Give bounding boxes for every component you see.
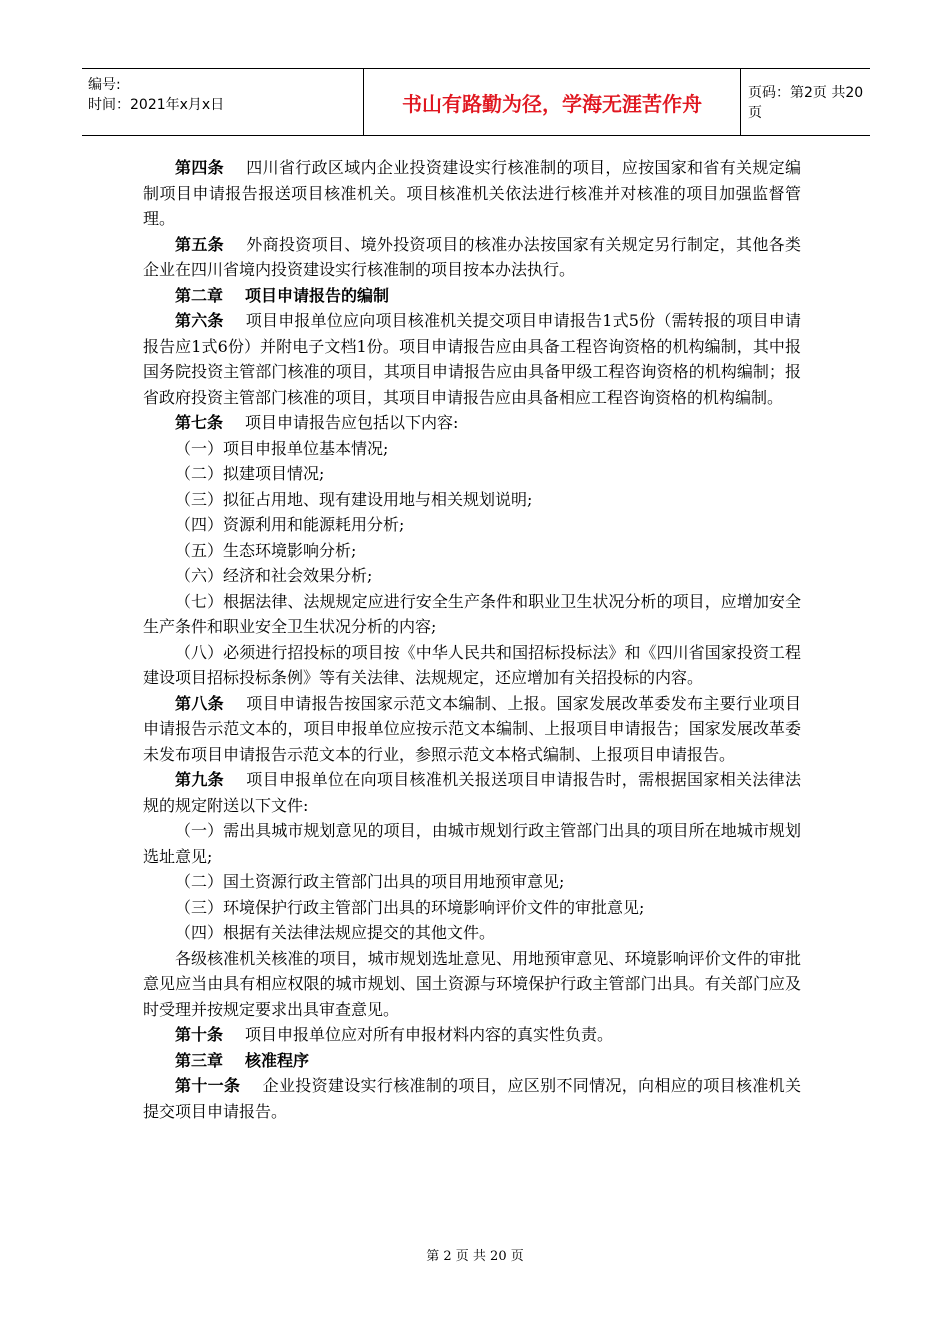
list-item: （六）经济和社会效果分析; — [175, 566, 373, 585]
article-heading: 第九条 — [175, 770, 224, 789]
article-text: 四川省行政区域内企业投资建设实行核准制的项目，应按国家和省有关规定编制项目申请报告报送项目核准机关。项目核准机关依法进行核准并对核准的项目加强监督管理。 — [143, 158, 801, 228]
header-page-info: 页码：第2页 共20页 — [748, 85, 864, 121]
list-item: （三）拟征占用地、现有建设用地与相关规划说明; — [175, 489, 533, 509]
list-item: （七）根据法律、法规规定应进行安全生产条件和职业卫生状况分析的项目，应增加安全生产条件和职业安全卫生状况分析的内容; — [143, 591, 801, 636]
chapter-number: 第二章 — [175, 285, 224, 305]
page-header — [82, 68, 870, 136]
list-item: （一）项目申报单位基本情况; — [175, 438, 389, 458]
header-motto: 书山有路勤为径，学海无涯苦作舟 — [363, 69, 741, 135]
article-text: 企业投资建设实行核准制的项目，应区别不同情况，向相应的项目核准机关提交项目申请报告。 — [143, 1076, 801, 1121]
article-heading: 第五条 — [175, 234, 224, 254]
article-heading: 第十一条 — [175, 1076, 241, 1095]
chapter-title: 核准程序 — [245, 1050, 310, 1070]
article-text: 项目申请报告按国家示范文本编制、上报。国家发展改革委发布主要行业项目申请报告示范文本的，项目申报单位应按示范文本编制、上报项目申请报告；国家发展改革委未发布项目申请报告示范文本的行业，参照示范文本格式编制、上报项目申请报告。 — [143, 693, 801, 764]
list-item: （三）环境保护行政主管部门出具的环境影响评价文件的审批意见; — [175, 897, 645, 917]
chapter-2-heading — [143, 283, 801, 309]
chapter-3-heading — [143, 1048, 801, 1074]
article-text: 项目申报单位在向项目核准机关报送项目申请报告时，需根据国家相关法律法规的规定附送以下文件: — [143, 770, 801, 815]
article-heading: 第六条 — [175, 311, 224, 330]
list-item: （五）生态环境影响分析; — [175, 540, 357, 560]
document-body — [143, 155, 801, 1124]
article-6 — [143, 308, 801, 410]
header-meta — [88, 75, 288, 115]
article-10 — [143, 1022, 801, 1048]
list-item: （二）国土资源行政主管部门出具的项目用地预审意见; — [175, 872, 565, 891]
article-11 — [143, 1073, 801, 1124]
article-heading: 第八条 — [175, 693, 224, 713]
article-4 — [143, 155, 801, 232]
list-item: （四）资源利用和能源耗用分析; — [175, 515, 405, 534]
list-item: （八）必须进行招投标的项目按《中华人民共和国招标投标法》和《四川省国家投资工程建设项目招标投标条例》等有关法律、法规规定，还应增加有关招投标的内容。 — [143, 642, 801, 687]
list-item: （四）根据有关法律法规应提交的其他文件。 — [175, 923, 496, 942]
body-paragraph: 各级核准机关核准的项目，城市规划选址意见、用地预审意见、环境影响评价文件的审批意见应当由具有相应权限的城市规划、国土资源与环境保护行政主管部门出具。有关部门应及时受理并按规定要求出具审查意见。 — [143, 948, 801, 1019]
article-7 — [143, 410, 801, 436]
article-heading: 第十条 — [175, 1025, 224, 1044]
article-5 — [143, 232, 801, 283]
document-number-label: 编号: — [88, 77, 121, 93]
chapter-title: 项目申请报告的编制 — [245, 285, 390, 305]
chapter-number: 第三章 — [175, 1050, 224, 1070]
article-text: 外商投资项目、境外投资项目的核准办法按国家有关规定另行制定，其他各类企业在四川省境内投资建设实行核准制的项目按本办法执行。 — [143, 234, 801, 279]
list-item: （二）拟建项目情况; — [175, 464, 325, 483]
article-heading: 第四条 — [175, 158, 224, 177]
list-item: （一）需出具城市规划意见的项目，由城市规划行政主管部门出具的项目所在地城市规划选址意见; — [143, 821, 801, 866]
article-8 — [143, 691, 801, 768]
article-text: 项目申报单位应对所有申报材料内容的真实性负责。 — [245, 1025, 614, 1044]
article-9 — [143, 767, 801, 818]
page-footer: 第 2 页 共 20 页 — [426, 1249, 524, 1264]
article-text: 项目申报单位应向项目核准机关提交项目申请报告1式5份（需转报的项目申请报告应1式6份）并附电子文档1份。项目申请报告应由具备工程咨询资格的机构编制，其中报国务院投资主管部门核准的项目，其项目申请报告应由具备甲级工程咨询资格的机构编制；报省政府投资主管部门核准的项目，其项目申请报告应由具备相应工程咨询资格的机构编制。 — [143, 311, 801, 407]
document-date: 时间：2021年x月x日 — [88, 97, 225, 113]
article-text: 项目申请报告应包括以下内容: — [245, 413, 459, 432]
article-heading: 第七条 — [175, 413, 224, 432]
